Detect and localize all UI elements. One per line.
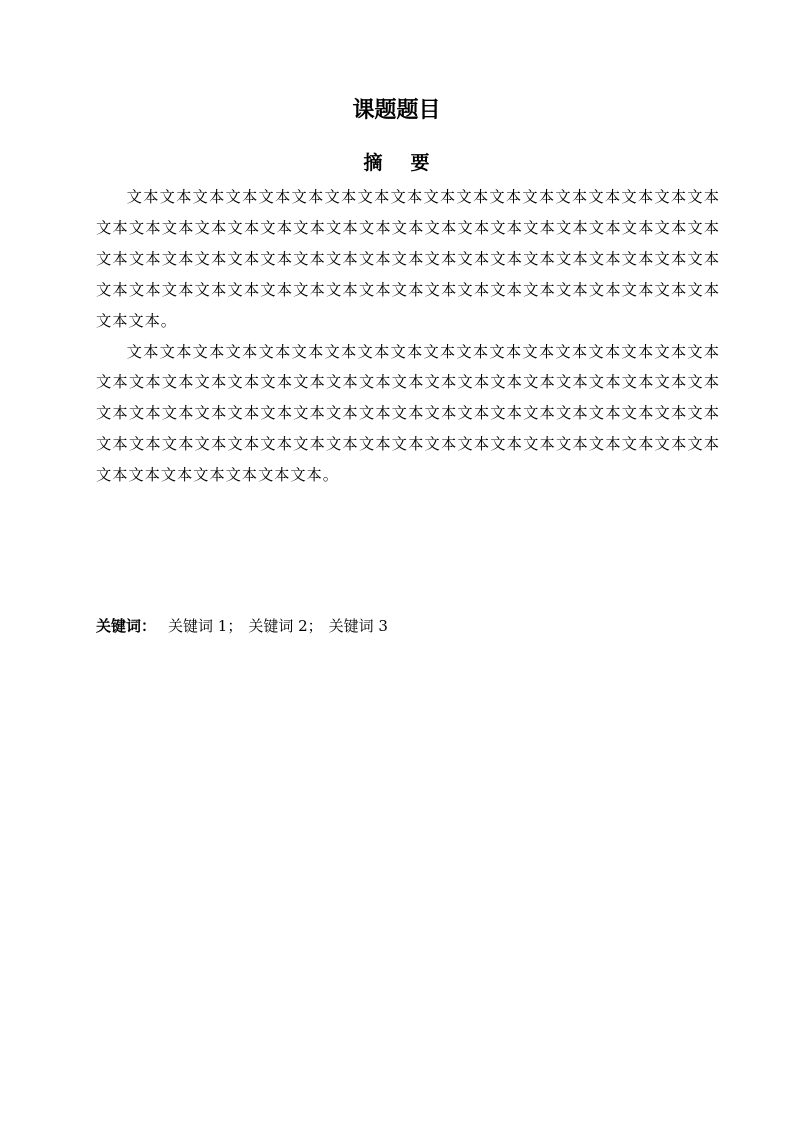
keyword-item: 关键词 3: [328, 617, 388, 635]
abstract-body: [96, 182, 720, 491]
keyword-item: 关键词 1；: [168, 617, 243, 635]
abstract-heading: [0, 150, 793, 176]
abstract-heading-char-1: 摘: [363, 152, 383, 174]
abstract-paragraph-2: 文本文本文本文本文本文本文本文本文本文本文本文本文本文本文本文本文本文本文本文本文本文本文本文本文本文本文本文本文本文本文本文本文本文本文本文本文本文本文本文本文本文本文本文本文本文本文本文本文本文本文本文本文本文本文本文本文本文本文本文本文本文本文本文本文本文本文本文本文本文本文本文本文本文本文本文本文本文本文本文本文本文本。: [96, 342, 720, 485]
keyword-item: 关键词 2；: [248, 617, 323, 635]
abstract-heading-char-2: 要: [410, 152, 430, 174]
keywords-line: [96, 614, 394, 638]
keywords-label: 关键词：: [96, 617, 157, 635]
abstract-paragraph-1: 文本文本文本文本文本文本文本文本文本文本文本文本文本文本文本文本文本文本文本文本文本文本文本文本文本文本文本文本文本文本文本文本文本文本文本文本文本文本文本文本文本文本文本文本文本文本文本文本文本文本文本文本文本文本文本文本文本文本文本文本文本文本文本文本文本文本文本文本文本文本文本文本文本文本文本文本文本。: [96, 188, 720, 330]
page-title: 课题题目: [352, 98, 441, 123]
